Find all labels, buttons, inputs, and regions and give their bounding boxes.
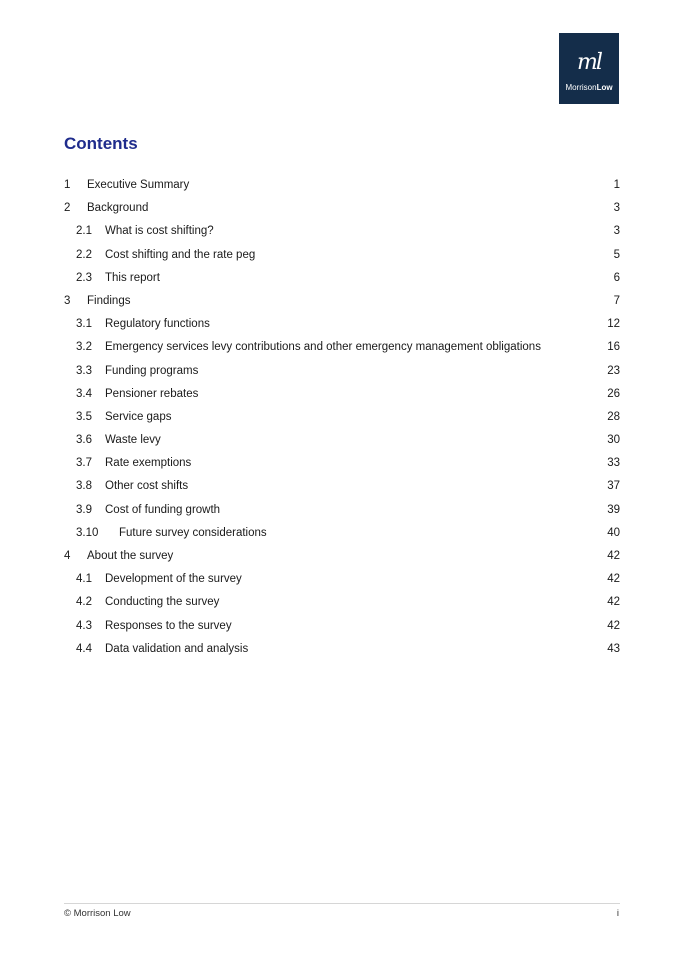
- toc-entry-number: 3.2: [76, 341, 92, 354]
- toc-entry-number: 3.10: [76, 526, 99, 539]
- toc-entry[interactable]: [64, 267, 620, 290]
- toc-entry-label[interactable]: Executive Summary: [87, 179, 190, 191]
- toc-entry-number: 3.1: [76, 318, 92, 331]
- toc-entry[interactable]: [64, 174, 620, 197]
- toc-entry-page: 23: [607, 364, 620, 377]
- toc-entry-label[interactable]: Future survey considerations: [119, 526, 267, 539]
- toc-entry[interactable]: [64, 638, 620, 661]
- toc-entry-page: 5: [613, 248, 620, 261]
- toc-entry-number: 4.1: [76, 573, 92, 586]
- footer-page-number: i: [616, 908, 619, 919]
- toc-entry-label[interactable]: Rate exemptions: [105, 457, 192, 470]
- toc-entry-label[interactable]: Waste levy: [105, 434, 161, 447]
- toc-entry[interactable]: [64, 290, 620, 313]
- toc-entry-number: 4.3: [76, 619, 92, 632]
- toc-entry-page: 6: [613, 271, 620, 284]
- toc-entry-label[interactable]: Pensioner rebates: [105, 387, 199, 400]
- toc-entry-page: 40: [607, 526, 620, 539]
- toc-entry-page: 43: [607, 642, 620, 655]
- toc-entry[interactable]: [64, 313, 620, 336]
- toc-entry-page: 28: [607, 410, 620, 423]
- toc-entry[interactable]: [64, 406, 620, 429]
- toc-entry-number: 2: [64, 202, 71, 215]
- morrison-low-logo: [559, 33, 619, 104]
- toc-entry-label[interactable]: Cost of funding growth: [105, 503, 221, 516]
- toc-entry-page: 30: [607, 434, 620, 447]
- toc-entry-number: 3.7: [76, 457, 92, 470]
- page-title: Contents: [64, 134, 138, 153]
- toc-entry-number: 1: [64, 179, 71, 191]
- toc-entry[interactable]: [64, 383, 620, 406]
- toc-entry[interactable]: [64, 475, 620, 498]
- toc-entry-label[interactable]: Findings: [87, 294, 131, 307]
- toc-entry-number: 4.2: [76, 596, 92, 609]
- toc-entry-number: 3.6: [76, 434, 92, 447]
- toc-entry-number: 2.3: [76, 271, 92, 284]
- toc-entry-page: 3: [613, 225, 620, 238]
- toc-entry-label[interactable]: Regulatory functions: [105, 318, 210, 331]
- toc-entry-page: 7: [613, 294, 620, 307]
- toc-entry-page: 26: [607, 387, 620, 400]
- logo-brand: MorrisonLow: [565, 83, 613, 92]
- toc-entry-label[interactable]: About the survey: [87, 550, 174, 562]
- toc-entry-number: 2.1: [76, 225, 92, 238]
- toc-entry-label[interactable]: What is cost shifting?: [105, 225, 214, 238]
- toc-entry-page: 42: [607, 596, 620, 609]
- toc-entry-label[interactable]: Other cost shifts: [105, 480, 189, 493]
- toc-entry-label[interactable]: Cost shifting and the rate peg: [105, 248, 256, 261]
- toc-entry-number: 3.4: [76, 387, 92, 400]
- toc-entry-number: 3: [64, 294, 71, 307]
- toc-entry[interactable]: [64, 220, 620, 243]
- toc-entry-page: 42: [607, 573, 620, 586]
- toc-entry-label[interactable]: Emergency services levy contributions and other emergency management obligations: [105, 341, 541, 354]
- table-of-contents: [64, 174, 620, 661]
- toc-entry-page: 1: [613, 179, 620, 191]
- toc-entry[interactable]: [64, 545, 620, 568]
- toc-entry-number: 3.3: [76, 364, 92, 377]
- toc-entry-label[interactable]: Service gaps: [105, 410, 172, 423]
- toc-entry[interactable]: [64, 591, 620, 614]
- toc-entry-label[interactable]: Funding programs: [105, 364, 199, 377]
- toc-entry[interactable]: [64, 360, 620, 383]
- toc-entry[interactable]: [64, 336, 620, 359]
- toc-entry-label[interactable]: Conducting the survey: [105, 596, 220, 609]
- toc-entry[interactable]: [64, 429, 620, 452]
- toc-entry-number: 3.9: [76, 503, 92, 516]
- toc-entry-page: 42: [607, 619, 620, 632]
- toc-entry-label[interactable]: Responses to the survey: [105, 619, 232, 632]
- toc-entry-page: 37: [607, 480, 620, 493]
- logo-mark: ml: [577, 50, 601, 75]
- toc-entry[interactable]: [64, 615, 620, 638]
- toc-entry-label[interactable]: This report: [105, 271, 160, 284]
- toc-entry[interactable]: [64, 568, 620, 591]
- toc-entry-page: 39: [607, 503, 620, 516]
- toc-entry-number: 3.8: [76, 480, 92, 493]
- toc-entry-page: 33: [607, 457, 620, 470]
- toc-entry[interactable]: [64, 197, 620, 220]
- toc-entry[interactable]: [64, 522, 620, 545]
- toc-entry-page: 3: [613, 202, 620, 215]
- footer-divider: [64, 903, 620, 904]
- toc-entry-label[interactable]: Background: [87, 202, 149, 215]
- toc-entry[interactable]: [64, 452, 620, 475]
- toc-entry-number: 4: [64, 550, 71, 562]
- toc-entry-page: 12: [607, 318, 620, 331]
- toc-entry-label[interactable]: Development of the survey: [105, 573, 242, 586]
- toc-entry-number: 2.2: [76, 248, 92, 261]
- toc-entry-page: 16: [607, 341, 620, 354]
- toc-entry-label[interactable]: Data validation and analysis: [105, 642, 249, 655]
- toc-entry-page: 42: [607, 550, 620, 562]
- toc-entry-number: 4.4: [76, 642, 92, 655]
- footer-copyright: © Morrison Low: [64, 908, 131, 919]
- toc-entry[interactable]: [64, 244, 620, 267]
- toc-entry-number: 3.5: [76, 410, 92, 423]
- toc-entry[interactable]: [64, 499, 620, 522]
